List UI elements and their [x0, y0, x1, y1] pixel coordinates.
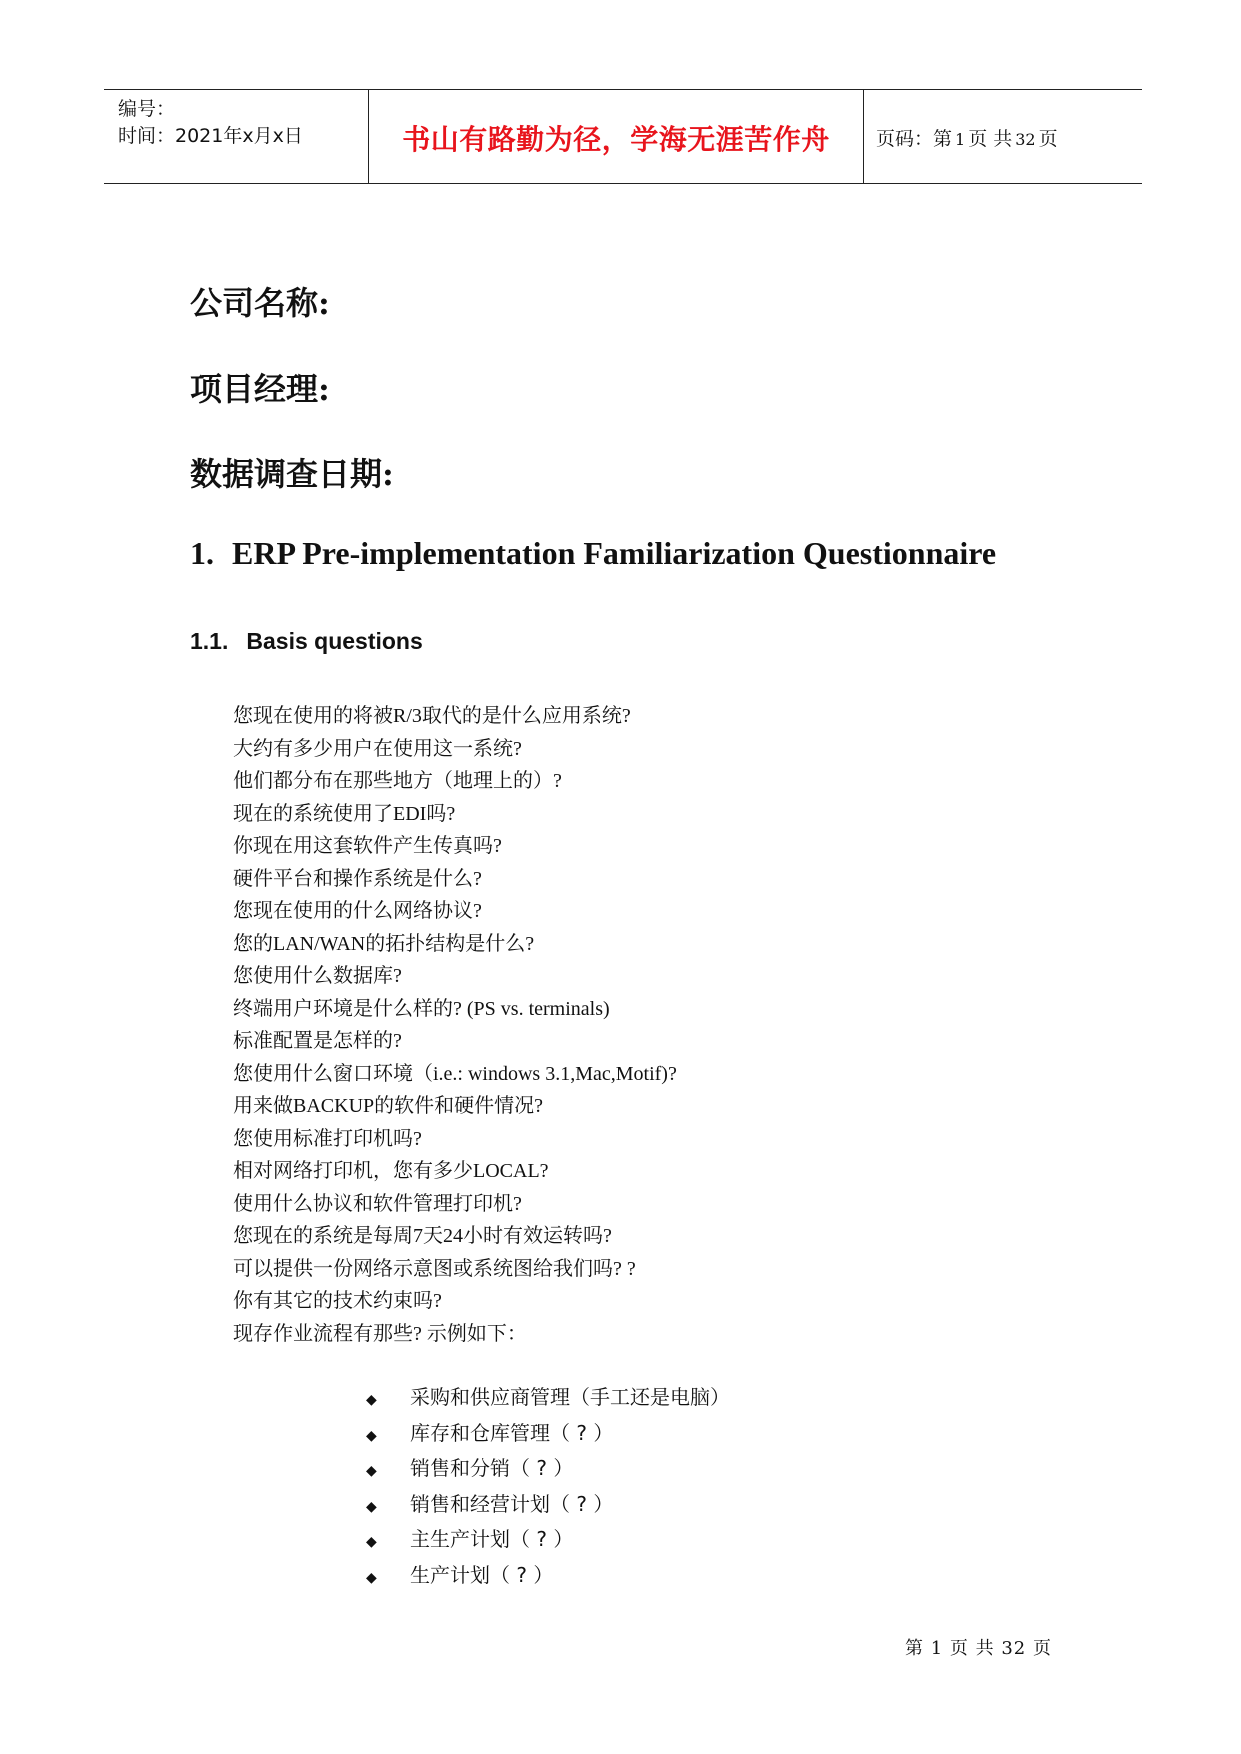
page-suffix: 页: [1038, 128, 1058, 150]
question-item: 使用什么协议和软件管理打印机?: [233, 1192, 522, 1215]
process-label: 销售和分销（ ? ）: [410, 1456, 574, 1480]
page-footer: 第 1 页 共 32 页: [905, 1638, 1052, 1659]
question-item: 您使用什么数据库?: [233, 965, 402, 987]
project-manager-field: 项目经理:: [190, 370, 330, 408]
question-item: 您现在使用的什么网络协议?: [233, 900, 482, 922]
number-label: 编号：: [118, 98, 176, 120]
question-item: 你有其它的技术约束吗?: [233, 1290, 442, 1312]
question-item: 您使用什么窗口环境（i.e.: windows 3.1,Mac,Motif)?: [233, 1062, 677, 1085]
question-item: 现在的系统使用了EDI吗?: [233, 802, 456, 825]
question-item: 您使用标准打印机吗?: [233, 1127, 422, 1150]
question-item: 用来做BACKUP的软件和硬件情况?: [233, 1095, 544, 1117]
process-item: [366, 1487, 730, 1523]
question-item: 你现在用这套软件产生传真吗?: [233, 835, 502, 857]
diamond-bullet-icon: ◆: [366, 1534, 377, 1550]
process-label: 库存和仓库管理（ ? ）: [410, 1420, 614, 1445]
page-total: 32: [1015, 130, 1036, 149]
question-item: 他们都分布在那些地方（地理上的）?: [233, 770, 562, 792]
diamond-bullet-icon: ◆: [366, 1569, 377, 1586]
question-item: 硬件平台和操作系统是什么?: [233, 867, 482, 890]
page-prefix: 页码：第: [876, 128, 953, 150]
question-item: 您现在使用的将被R/3取代的是什么应用系统?: [233, 705, 631, 727]
process-label: 采购和供应商管理（手工还是电脑）: [410, 1385, 730, 1409]
diamond-bullet-icon: ◆: [366, 1427, 377, 1444]
question-list: [233, 700, 677, 1350]
header-page-info: [876, 124, 1058, 151]
process-item: [366, 1451, 730, 1487]
process-item: [366, 1380, 730, 1416]
section-1-1-number: 1.1.: [190, 628, 229, 654]
diamond-bullet-icon: ◆: [366, 1392, 377, 1408]
header-middle-cell: [369, 90, 864, 183]
section-1-title: ERP Pre-implementation Familiarization Questionnaire: [232, 535, 997, 571]
question-item: 现存作业流程有那些? 示例如下：: [233, 1322, 527, 1345]
survey-date-field: 数据调查日期:: [190, 455, 394, 493]
question-item: 您现在的系统是每周7天24小时有效运转吗?: [233, 1225, 612, 1247]
process-item: [366, 1416, 730, 1452]
header-motto: 书山有路勤为径，学海无涯苦作舟: [402, 123, 830, 156]
process-label: 主生产计划（ ? ）: [410, 1527, 574, 1551]
section-1-1-heading: [190, 628, 423, 655]
header-left-cell: [104, 90, 369, 183]
process-label: 销售和经营计划（ ? ）: [410, 1491, 614, 1516]
section-1-number: 1.: [190, 535, 214, 571]
header-right-cell: [864, 90, 1142, 183]
question-item: 相对网络打印机，您有多少LOCAL?: [233, 1160, 549, 1182]
page-number: 1: [955, 130, 966, 149]
question-item: 终端用户环境是什么样的? (PS vs. terminals): [233, 997, 610, 1020]
company-name-field: 公司名称:: [190, 284, 330, 322]
page-header: [104, 89, 1142, 184]
question-item: 您的LAN/WAN的拓扑结构是什么?: [233, 932, 535, 955]
process-list: [366, 1380, 730, 1593]
section-1-heading: [190, 535, 996, 572]
process-item: [366, 1522, 730, 1558]
process-item: [366, 1558, 730, 1594]
section-1-1-title: Basis questions: [246, 628, 423, 654]
question-item: 大约有多少用户在使用这一系统?: [233, 737, 522, 760]
diamond-bullet-icon: ◆: [366, 1498, 377, 1515]
process-label: 生产计划（ ? ）: [410, 1562, 554, 1587]
page-mid: 页 共: [968, 128, 1013, 150]
question-item: 可以提供一份网络示意图或系统图给我们吗? ?: [233, 1257, 636, 1280]
date-label: 时间：2021年x月x日: [118, 125, 303, 147]
diamond-bullet-icon: ◆: [366, 1463, 377, 1479]
question-item: 标准配置是怎样的?: [233, 1030, 402, 1052]
